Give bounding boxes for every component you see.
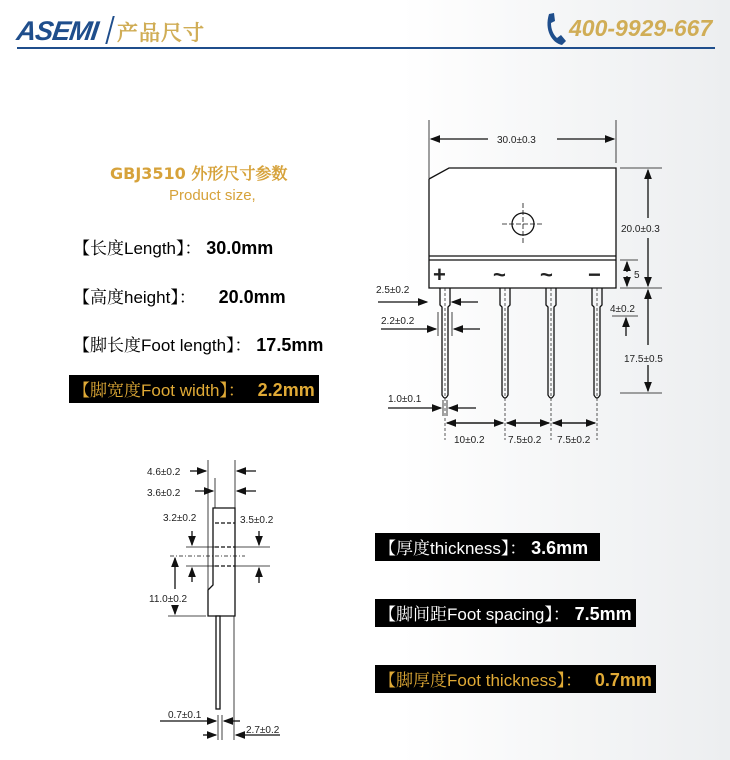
section-title: 产品尺寸 — [117, 21, 205, 45]
dim-hole-height: 11.0±0.2 — [149, 594, 188, 605]
spec-label: 【厚度thickness】： — [379, 539, 527, 558]
dim-lead-thickness: 0.7±0.1 — [168, 710, 202, 721]
spec-value: 2.2mm — [257, 380, 315, 400]
spec-value: 20.0mm — [218, 287, 286, 307]
spec-value: 17.5mm — [256, 335, 324, 355]
spec-value: 0.7mm — [594, 670, 652, 690]
product-title: GBJ3510 外形尺寸参数 — [110, 164, 288, 183]
dim-spacing-2: 7.5±0.2 — [508, 435, 542, 446]
spec-label: 【脚厚度Foot thickness】： — [379, 671, 583, 690]
spec-value: 3.6mm — [531, 538, 589, 558]
product-subtitle: Product size, — [169, 187, 256, 204]
spec-value: 30.0mm — [206, 238, 274, 258]
spec-value: 7.5mm — [574, 604, 632, 624]
dim-length: 30.0±0.3 — [497, 135, 536, 146]
brand-logo: ASEMI — [14, 16, 100, 46]
dim-hole-top: 3.2±0.2 — [163, 513, 197, 524]
dim-lead-offset: 2.7±0.2 — [246, 725, 280, 736]
phone-number[interactable]: 400-9929-667 — [569, 15, 713, 41]
pin-mark-ac1: ~ — [493, 262, 506, 287]
dim-spacing-1: 10±0.2 — [454, 435, 485, 446]
spec-label: 【长度Length】： — [73, 239, 202, 258]
dim-pin-tip: 1.0±0.1 — [388, 394, 422, 405]
spec-label: 【脚间距Foot spacing】： — [379, 605, 570, 624]
dim-hole-dia: 3.5±0.2 — [240, 515, 274, 526]
dim-height: 20.0±0.3 — [621, 224, 660, 235]
dim-pin-top-width: 2.5±0.2 — [376, 285, 410, 296]
dim-band: 5 — [634, 270, 640, 281]
dim-pin-length: 17.5±0.5 — [624, 354, 663, 365]
dim-pin-shoulder: 4±0.2 — [610, 304, 635, 315]
dim-spacing-3: 7.5±0.2 — [557, 435, 591, 446]
pin-mark-ac2: ~ — [540, 262, 553, 287]
spec-label: 【脚长度Foot length】： — [73, 336, 252, 355]
dim-thickness: 3.6±0.2 — [147, 488, 181, 499]
pin-mark-plus: + — [433, 262, 446, 287]
dim-outer-thickness: 4.6±0.2 — [147, 467, 181, 478]
spec-label: 【脚宽度Foot width】： — [73, 381, 245, 400]
dim-pin-width: 2.2±0.2 — [381, 316, 415, 327]
spec-label: 【高度height】： — [73, 288, 196, 307]
pin-mark-minus: − — [588, 262, 601, 287]
